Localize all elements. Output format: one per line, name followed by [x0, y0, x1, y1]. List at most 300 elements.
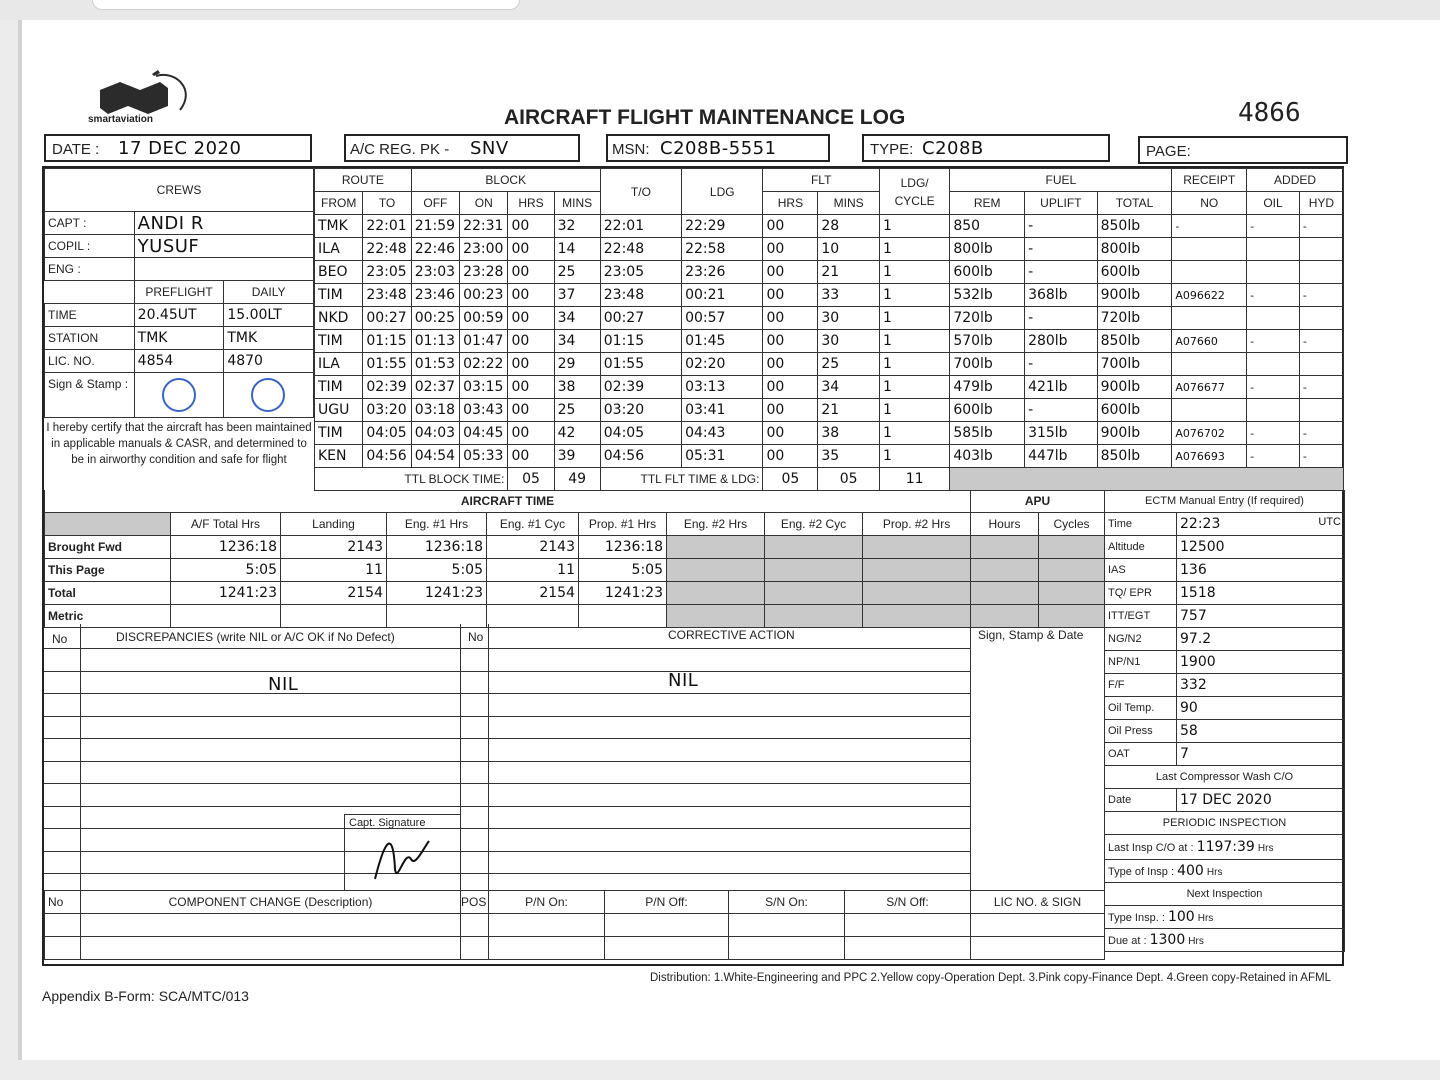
fuel-uplift-cell[interactable]: - [1025, 215, 1098, 238]
takeoff-cell[interactable]: 23:48 [600, 284, 681, 307]
landing-cell[interactable]: 22:29 [682, 215, 763, 238]
sn-off-cell[interactable] [845, 937, 971, 960]
comp-desc-cell[interactable] [81, 914, 461, 937]
ectm-value[interactable] [1177, 513, 1345, 536]
fuel-rem-cell[interactable]: 800lb [950, 238, 1025, 261]
block-hrs-cell[interactable]: 00 [508, 330, 554, 353]
fuel-header: FUEL [950, 169, 1172, 192]
fuel-rem-cell[interactable]: 600lb [950, 261, 1025, 284]
landing-cell[interactable]: 00:21 [682, 284, 763, 307]
pn-on-cell[interactable] [489, 937, 605, 960]
cycle-cell[interactable]: 1 [879, 399, 949, 422]
crews-header: CREWS [45, 169, 314, 212]
block-mins-cell[interactable]: 25 [554, 261, 600, 284]
to-cell[interactable]: 01:55 [363, 353, 411, 376]
from-cell[interactable]: NKD [315, 307, 363, 330]
type-insp-value[interactable]: 400 [1177, 863, 1204, 879]
rem-header: REM [950, 192, 1025, 215]
ectm-value[interactable]: 58 [1177, 720, 1345, 743]
ac-value-cell[interactable]: 5:05 [579, 559, 667, 582]
oil-added-cell[interactable]: - [1247, 330, 1300, 353]
cycle-cell[interactable]: 1 [879, 261, 949, 284]
comp-no-cell[interactable] [45, 914, 81, 937]
fuel-uplift-cell[interactable]: 315lb [1025, 422, 1098, 445]
from-cell[interactable]: ILA [315, 353, 363, 376]
block-mins-cell[interactable]: 38 [554, 376, 600, 399]
flt-hrs-cell[interactable]: 00 [763, 330, 818, 353]
ac-value-cell[interactable]: 1241:23 [387, 582, 487, 605]
receipt-no-cell[interactable]: A076693 [1172, 445, 1247, 468]
ectm-row [1105, 674, 1345, 697]
lic-cell[interactable] [971, 914, 1105, 937]
wash-date-value[interactable]: 17 DEC 2020 [1177, 789, 1345, 812]
comp-pos-cell[interactable] [461, 914, 489, 937]
ac-value-cell[interactable]: 2154 [487, 582, 579, 605]
on-cell[interactable]: 00:23 [460, 284, 508, 307]
to-cell[interactable]: 22:48 [363, 238, 411, 261]
fuel-uplift-cell[interactable]: - [1025, 307, 1098, 330]
fuel-rem-cell[interactable]: 403lb [950, 445, 1025, 468]
takeoff-cell[interactable]: 01:55 [600, 353, 681, 376]
fuel-rem-cell[interactable]: 479lb [950, 376, 1025, 399]
flt-mins-cell[interactable]: 21 [818, 261, 880, 284]
hyd-added-cell[interactable] [1299, 399, 1343, 422]
from-cell[interactable]: TMK [315, 215, 363, 238]
distribution-note: Distribution: 1.White-Engineering and PPC 2.Yellow copy-Operation Dept. 3.Pink copy-Finance Dept. 4.Green copy-Retained in AFML [650, 972, 1331, 984]
ectm-value[interactable]: 332 [1177, 674, 1345, 697]
fuel-uplift-cell[interactable]: 421lb [1025, 376, 1098, 399]
flt-mins-cell[interactable]: 30 [818, 330, 880, 353]
cycle-cell[interactable]: 1 [879, 330, 949, 353]
licno-preflight[interactable]: 4854 [134, 350, 224, 373]
pn-off-cell[interactable] [605, 914, 729, 937]
ttl-block-hrs[interactable]: 05 [508, 468, 554, 491]
receipt-no-cell[interactable]: - [1172, 215, 1247, 238]
fuel-total-cell[interactable]: 800lb [1097, 238, 1172, 261]
flt-mins-cell[interactable]: 30 [818, 307, 880, 330]
receipt-no-cell[interactable]: A076677 [1172, 376, 1247, 399]
station-preflight[interactable]: TMK [134, 327, 224, 350]
block-hrs-cell[interactable]: 00 [508, 445, 554, 468]
capt-value[interactable]: ANDI R [134, 212, 313, 235]
off-cell[interactable]: 23:46 [411, 284, 459, 307]
fuel-total-cell[interactable]: 600lb [1097, 399, 1172, 422]
oil-added-cell[interactable] [1247, 399, 1300, 422]
apu-title: APU [971, 490, 1105, 513]
on-cell[interactable]: 23:00 [460, 238, 508, 261]
flt-mins-cell[interactable]: 21 [818, 399, 880, 422]
ac-grey-cell [765, 559, 863, 582]
fuel-total-cell[interactable]: 850lb [1097, 330, 1172, 353]
fuel-total-cell[interactable]: 900lb [1097, 284, 1172, 307]
aircraft-time-title: AIRCRAFT TIME [45, 490, 971, 513]
to-cell[interactable]: 23:05 [363, 261, 411, 284]
comp-no-cell[interactable] [45, 937, 81, 960]
off-cell[interactable]: 04:54 [411, 445, 459, 468]
lic-cell[interactable] [971, 937, 1105, 960]
oil-added-cell[interactable]: - [1247, 422, 1300, 445]
fuel-rem-cell[interactable]: 700lb [950, 353, 1025, 376]
daily-header: DAILY [224, 281, 314, 304]
cycle-cell[interactable]: 1 [879, 284, 949, 307]
ectm-label: OAT [1105, 743, 1177, 766]
flt-mins-cell[interactable]: 33 [818, 284, 880, 307]
takeoff-cell[interactable]: 03:20 [600, 399, 681, 422]
hyd-added-cell[interactable]: - [1299, 445, 1343, 468]
flt-hrs-cell[interactable]: 00 [763, 445, 818, 468]
cycle-cell[interactable]: 1 [879, 422, 949, 445]
date-value: 17 DEC 2020 [118, 138, 242, 159]
due-value[interactable]: 1300 [1149, 932, 1186, 948]
certify-statement: I hereby certify that the aircraft has been maintained in applicable manuals & CASR, and determined to be in airworthy condition and safe for flight [46, 422, 312, 466]
from-cell[interactable]: TIM [315, 422, 363, 445]
ac-header-0: A/F Total Hrs [171, 513, 281, 536]
hyd-added-cell[interactable]: - [1299, 284, 1343, 307]
off-cell[interactable]: 23:03 [411, 261, 459, 284]
crew-block [44, 168, 314, 470]
fuel-rem-cell[interactable]: 570lb [950, 330, 1025, 353]
block-hrs-cell[interactable]: 00 [508, 422, 554, 445]
block-mins-cell[interactable]: 34 [554, 330, 600, 353]
next-type-unit: Hrs [1197, 913, 1214, 924]
on-cell[interactable]: 23:28 [460, 261, 508, 284]
hyd-added-cell[interactable] [1299, 307, 1343, 330]
oil-added-cell[interactable] [1247, 307, 1300, 330]
corrective-action-value[interactable]: NIL [668, 670, 699, 691]
ruled-line [44, 738, 970, 739]
ac-value-cell[interactable]: 1236:18 [387, 536, 487, 559]
ectm-value[interactable]: 97.2 [1177, 628, 1345, 651]
off-cell[interactable]: 01:13 [411, 330, 459, 353]
fuel-total-cell[interactable]: 720lb [1097, 307, 1172, 330]
from-cell[interactable]: TIM [315, 376, 363, 399]
oil-added-cell[interactable] [1247, 238, 1300, 261]
flight-row [315, 445, 1344, 468]
cycle-cell[interactable]: 1 [879, 445, 949, 468]
landing-cell[interactable]: 03:13 [682, 376, 763, 399]
ac-value-cell[interactable]: 1236:18 [171, 536, 281, 559]
to-cell[interactable]: 04:56 [363, 445, 411, 468]
receipt-no-cell[interactable] [1172, 261, 1247, 284]
flight-row [315, 261, 1344, 284]
fuel-total-cell[interactable]: 900lb [1097, 376, 1172, 399]
block-mins-cell[interactable]: 39 [554, 445, 600, 468]
flt-mins-cell[interactable]: 34 [818, 376, 880, 399]
date-field[interactable]: DATE : 17 DEC 2020 [44, 134, 312, 162]
sn-off-cell[interactable] [845, 914, 971, 937]
on-cell[interactable]: 00:59 [460, 307, 508, 330]
on-cell[interactable]: 04:45 [460, 422, 508, 445]
ectm-value[interactable]: 136 [1177, 559, 1345, 582]
fuel-uplift-cell[interactable]: 447lb [1025, 445, 1098, 468]
on-cell[interactable]: 01:47 [460, 330, 508, 353]
pn-on-header: P/N On: [489, 891, 605, 914]
hyd-added-cell[interactable] [1299, 238, 1343, 261]
eng-value[interactable] [134, 258, 313, 281]
ac-grey-cell [667, 559, 765, 582]
browser-tab[interactable] [92, 0, 520, 10]
block-mins-cell[interactable]: 32 [554, 215, 600, 238]
to-cell[interactable]: 01:15 [363, 330, 411, 353]
to-cell[interactable]: 22:01 [363, 215, 411, 238]
cycle-cell[interactable]: 1 [879, 376, 949, 399]
off-cell[interactable]: 03:18 [411, 399, 459, 422]
flt-hrs-cell[interactable]: 00 [763, 399, 818, 422]
next-type-value[interactable]: 100 [1167, 909, 1195, 925]
takeoff-cell[interactable]: 22:01 [600, 215, 681, 238]
hyd-added-cell[interactable]: - [1299, 330, 1343, 353]
fuel-uplift-cell[interactable]: - [1025, 399, 1098, 422]
flt-mins-cell[interactable]: 25 [818, 353, 880, 376]
receipt-no-cell[interactable]: A07660 [1172, 330, 1247, 353]
station-daily[interactable]: TMK [224, 327, 314, 350]
ectm-time-value[interactable]: 22:23 [1180, 516, 1221, 532]
from-cell[interactable]: UGU [315, 399, 363, 422]
ectm-value[interactable]: 7 [1177, 743, 1345, 766]
ectm-value[interactable]: 90 [1177, 697, 1345, 720]
ac-header-6: Eng. #2 Cyc [765, 513, 863, 536]
off-cell[interactable]: 00:25 [411, 307, 459, 330]
capt-signature-box[interactable] [344, 814, 461, 891]
ectm-value[interactable]: 1900 [1177, 651, 1345, 674]
hyd-added-cell[interactable] [1299, 261, 1343, 284]
block-mins-cell[interactable]: 42 [554, 422, 600, 445]
receipt-no-cell[interactable]: A096622 [1172, 284, 1247, 307]
takeoff-cell[interactable]: 23:05 [600, 261, 681, 284]
fuel-rem-cell[interactable]: 720lb [950, 307, 1025, 330]
ruled-line [44, 693, 970, 694]
off-cell[interactable]: 02:37 [411, 376, 459, 399]
block-hrs-cell[interactable]: 00 [508, 307, 554, 330]
time-daily[interactable]: 15.00LT [224, 304, 314, 327]
cycle-cell[interactable]: 1 [879, 353, 949, 376]
block-mins-cell[interactable]: 37 [554, 284, 600, 307]
fuel-uplift-cell[interactable]: 280lb [1025, 330, 1098, 353]
ac-value-cell[interactable]: 11 [487, 559, 579, 582]
flt-mins-cell[interactable]: 28 [818, 215, 880, 238]
ac-value-cell[interactable]: 2154 [281, 582, 387, 605]
fuel-total-cell[interactable]: 700lb [1097, 353, 1172, 376]
on-cell[interactable]: 05:33 [460, 445, 508, 468]
off-cell[interactable]: 21:59 [411, 215, 459, 238]
to-cell[interactable]: 04:05 [363, 422, 411, 445]
fuel-uplift-cell[interactable]: - [1025, 238, 1098, 261]
ac-row-label: Total [45, 582, 171, 605]
block-hrs-cell[interactable]: 00 [508, 399, 554, 422]
receipt-no-cell[interactable] [1172, 307, 1247, 330]
block-hrs-cell[interactable]: 00 [508, 261, 554, 284]
takeoff-cell[interactable]: 22:48 [600, 238, 681, 261]
ac-value-cell[interactable]: 1236:18 [579, 536, 667, 559]
landing-cell[interactable]: 00:57 [682, 307, 763, 330]
cycle-cell[interactable]: 1 [879, 307, 949, 330]
landing-cell[interactable]: 03:41 [682, 399, 763, 422]
ttl-flt-hrs[interactable]: 05 [763, 468, 818, 491]
ac-header-3: Eng. #1 Cyc [487, 513, 579, 536]
oil-header: OIL [1247, 192, 1300, 215]
oil-added-cell[interactable] [1247, 261, 1300, 284]
ttl-flt-label: TTL FLT TIME & LDG: [600, 468, 763, 491]
copil-value[interactable]: YUSUF [134, 235, 313, 258]
flt-hrs-cell[interactable]: 00 [763, 238, 818, 261]
flt-hrs-cell[interactable]: 00 [763, 261, 818, 284]
from-cell[interactable]: BEO [315, 261, 363, 284]
fuel-total-cell[interactable]: 900lb [1097, 422, 1172, 445]
on-cell[interactable]: 02:22 [460, 353, 508, 376]
oil-added-cell[interactable]: - [1247, 376, 1300, 399]
fuel-uplift-cell[interactable]: 368lb [1025, 284, 1098, 307]
fuel-rem-cell[interactable]: 600lb [950, 399, 1025, 422]
flt-hrs-cell[interactable]: 00 [763, 215, 818, 238]
ac-value-cell[interactable]: 11 [281, 559, 387, 582]
flt-mins-cell[interactable]: 10 [818, 238, 880, 261]
time-preflight[interactable]: 20.45UT [134, 304, 224, 327]
landing-cell[interactable]: 04:43 [682, 422, 763, 445]
cycle-cell[interactable]: 1 [879, 238, 949, 261]
block-hrs-cell[interactable]: 00 [508, 284, 554, 307]
from-cell[interactable]: KEN [315, 445, 363, 468]
flt-hrs-cell[interactable]: 00 [763, 422, 818, 445]
flt-hrs-cell[interactable]: 00 [763, 353, 818, 376]
fuel-uplift-cell[interactable]: - [1025, 353, 1098, 376]
oil-added-cell[interactable]: - [1247, 445, 1300, 468]
msn-field[interactable]: MSN: C208B-5551 [606, 134, 830, 162]
ac-value-cell[interactable]: 2143 [281, 536, 387, 559]
ldg-time-header: LDG [682, 169, 763, 215]
flight-row [315, 284, 1344, 307]
ac-value-cell[interactable]: 5:05 [387, 559, 487, 582]
fuel-rem-cell[interactable]: 532lb [950, 284, 1025, 307]
receipt-header: RECEIPT [1172, 169, 1247, 192]
ttl-block-mins[interactable]: 49 [554, 468, 600, 491]
hyd-added-cell[interactable] [1299, 353, 1343, 376]
next-insp-title: Next Inspection [1105, 883, 1345, 906]
landing-cell[interactable]: 22:58 [682, 238, 763, 261]
oil-added-cell[interactable]: - [1247, 215, 1300, 238]
type-insp-unit: Hrs [1206, 867, 1223, 878]
type-field[interactable]: TYPE: C208B [862, 134, 1110, 162]
ac-value-cell[interactable]: 5:05 [171, 559, 281, 582]
ttl-flt-mins[interactable]: 05 [818, 468, 880, 491]
on-cell[interactable]: 03:43 [460, 399, 508, 422]
page-field[interactable]: PAGE: [1138, 136, 1348, 164]
takeoff-cell[interactable]: 04:05 [600, 422, 681, 445]
block-hrs-cell[interactable]: 00 [508, 238, 554, 261]
pn-off-cell[interactable] [605, 937, 729, 960]
block-mins-cell[interactable]: 29 [554, 353, 600, 376]
receipt-no-cell[interactable] [1172, 399, 1247, 422]
ectm-value[interactable]: 1518 [1177, 582, 1345, 605]
ectm-label: TQ/ EPR [1105, 582, 1177, 605]
comp-desc-cell[interactable] [81, 937, 461, 960]
landing-cell[interactable]: 05:31 [682, 445, 763, 468]
block-hrs-cell[interactable]: 00 [508, 376, 554, 399]
flt-mins-cell[interactable]: 38 [818, 422, 880, 445]
ectm-value[interactable]: 757 [1177, 605, 1345, 628]
takeoff-cell[interactable]: 00:27 [600, 307, 681, 330]
block-mins-header: MINS [554, 192, 600, 215]
flt-hrs-cell[interactable]: 00 [763, 284, 818, 307]
ttl-ldg[interactable]: 11 [879, 468, 949, 491]
flight-row [315, 215, 1344, 238]
oil-added-cell[interactable] [1247, 353, 1300, 376]
landing-cell[interactable]: 01:45 [682, 330, 763, 353]
fuel-rem-cell[interactable]: 585lb [950, 422, 1025, 445]
discrepancy-value[interactable]: NIL [268, 674, 299, 695]
to-cell[interactable]: 02:39 [363, 376, 411, 399]
comp-pos-cell[interactable] [461, 937, 489, 960]
fuel-rem-cell[interactable]: 850 [950, 215, 1025, 238]
flt-hrs-cell[interactable]: 00 [763, 376, 818, 399]
block-hrs-cell[interactable]: 00 [508, 215, 554, 238]
receipt-no-cell[interactable]: A076702 [1172, 422, 1247, 445]
receipt-no-cell[interactable] [1172, 353, 1247, 376]
cycle-cell[interactable]: 1 [879, 215, 949, 238]
to-cell[interactable]: 03:20 [363, 399, 411, 422]
last-insp-value[interactable]: 1197:39 [1196, 839, 1255, 855]
flt-hrs-cell[interactable]: 00 [763, 307, 818, 330]
block-mins-cell[interactable]: 34 [554, 307, 600, 330]
from-cell[interactable]: ILA [315, 238, 363, 261]
to-cell[interactable]: 00:27 [363, 307, 411, 330]
fuel-uplift-cell[interactable]: - [1025, 261, 1098, 284]
hyd-added-cell[interactable]: - [1299, 376, 1343, 399]
pn-on-cell[interactable] [489, 914, 605, 937]
fuel-total-cell[interactable]: 850lb [1097, 445, 1172, 468]
oil-added-cell[interactable]: - [1247, 284, 1300, 307]
on-cell[interactable]: 03:15 [460, 376, 508, 399]
flt-mins-cell[interactable]: 35 [818, 445, 880, 468]
discrepancy-section [44, 624, 1104, 890]
landing-cell[interactable]: 02:20 [682, 353, 763, 376]
takeoff-cell[interactable]: 02:39 [600, 376, 681, 399]
receipt-no-cell[interactable] [1172, 238, 1247, 261]
station-label: STATION [45, 327, 135, 350]
flt-mins-header: MINS [818, 192, 880, 215]
ruled-line [44, 648, 970, 649]
ectm-label: ITT/EGT [1105, 605, 1177, 628]
off-cell[interactable]: 04:03 [411, 422, 459, 445]
ac-value-cell[interactable]: 1241:23 [171, 582, 281, 605]
from-cell[interactable]: TIM [315, 284, 363, 307]
takeoff-cell[interactable]: 01:15 [600, 330, 681, 353]
flt-hrs-header: HRS [763, 192, 818, 215]
flt-header: FLT [763, 169, 880, 192]
block-mins-cell[interactable]: 25 [554, 399, 600, 422]
licno-daily[interactable]: 4870 [224, 350, 314, 373]
hyd-added-cell[interactable]: - [1299, 215, 1343, 238]
block-hrs-cell[interactable]: 00 [508, 353, 554, 376]
ac-value-cell[interactable]: 2143 [487, 536, 579, 559]
ac-value-cell[interactable]: 1241:23 [579, 582, 667, 605]
off-cell[interactable]: 01:53 [411, 353, 459, 376]
from-cell[interactable]: TIM [315, 330, 363, 353]
acreg-field[interactable]: A/C REG. PK - SNV [344, 134, 580, 162]
ectm-value[interactable]: 12500 [1177, 536, 1345, 559]
off-cell[interactable]: 22:46 [411, 238, 459, 261]
fuel-total-cell[interactable]: 600lb [1097, 261, 1172, 284]
to-cell[interactable]: 23:48 [363, 284, 411, 307]
on-cell[interactable]: 22:31 [460, 215, 508, 238]
preflight-stamp [134, 373, 224, 418]
sn-on-cell[interactable] [729, 937, 845, 960]
block-mins-cell[interactable]: 14 [554, 238, 600, 261]
sn-on-cell[interactable] [729, 914, 845, 937]
fuel-total-cell[interactable]: 850lb [1097, 215, 1172, 238]
hyd-added-cell[interactable]: - [1299, 422, 1343, 445]
landing-cell[interactable]: 23:26 [682, 261, 763, 284]
takeoff-cell[interactable]: 04:56 [600, 445, 681, 468]
